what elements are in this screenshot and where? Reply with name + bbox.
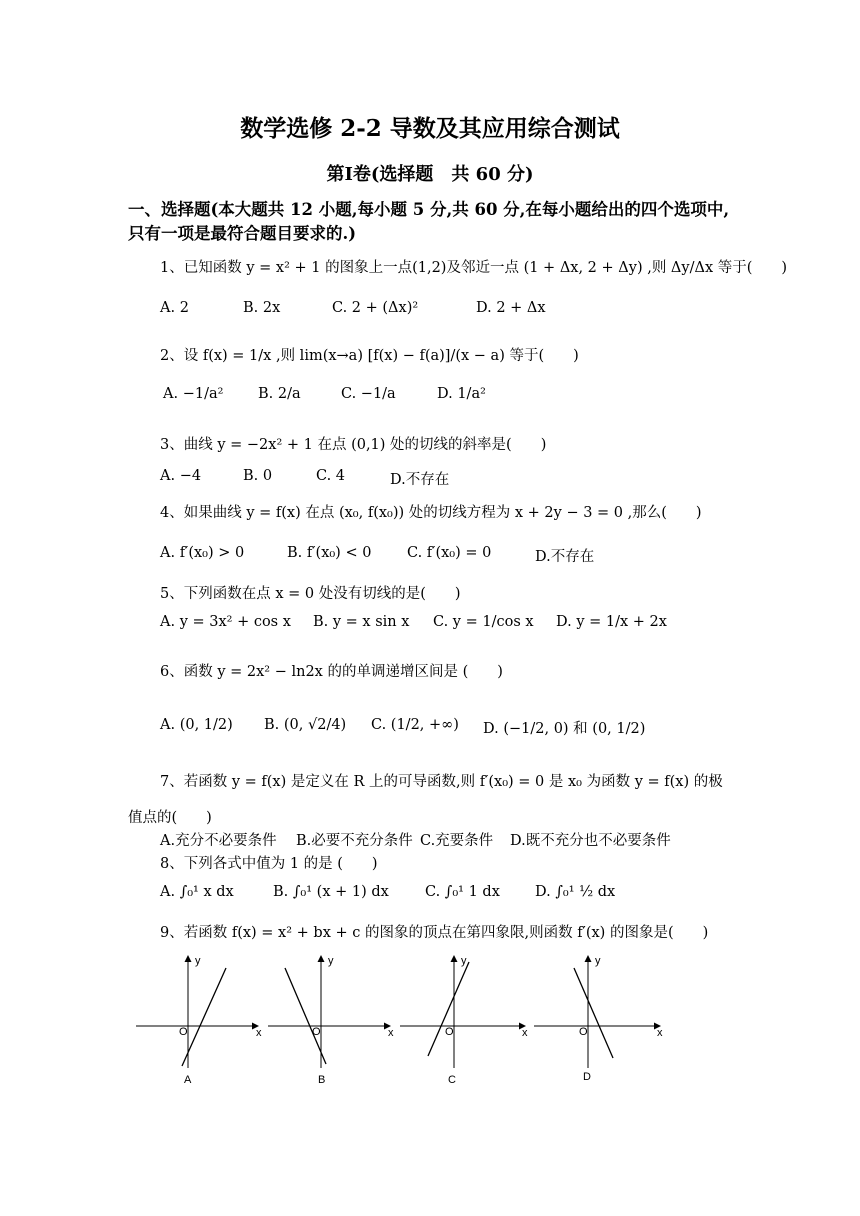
graph-b-x-label: x [388,1027,394,1039]
question-6: 6、函数 y = 2x² − ln2x 的的单调递增区间是 ( ) [160,664,503,680]
question-9: 9、若函数 f(x) = x² + bx + c 的图象的顶点在第四象限,则函数 f′(x) 的图象是( ) [160,925,709,941]
q6-option-c: C. (1/2, +∞) [371,717,459,733]
question-2: 2、设 f(x) = 1/x ,则 lim(x→a) [f(x) − f(a)]/(x − a) 等于( ) [160,348,579,364]
graph-a-y-label: y [195,955,201,967]
question-8: 8、下列各式中值为 1 的是 ( ) [160,856,378,872]
q4-option-c: C. f′(x₀) = 0 [407,545,492,561]
q6-option-d: D. (−1/2, 0) 和 (0, 1/2) [483,721,646,737]
q7-option-d: D.既不充分也不必要条件 [510,833,671,849]
q9-graphs [128,950,668,1090]
question-1: 1、已知函数 y = x² + 1 的图象上一点(1,2)及邻近一点 (1 + Δx, 2 + Δy) ,则 Δy/Δx 等于( ) [160,260,788,276]
q8-option-c: C. ∫₀¹ 1 dx [425,884,500,900]
q4-option-b: B. f′(x₀) < 0 [287,545,372,561]
graph-b-line [285,968,326,1064]
graph-a-caption: A [184,1074,192,1086]
section-heading-line1: 一、选择题(本大题共 12 小题,每小题 5 分,共 60 分,在每小题给出的四个选项中, [128,200,730,219]
graph-c-origin: O [445,1026,454,1038]
graph-b [268,955,394,1086]
graph-d [534,955,663,1083]
section-heading-line2: 只有一项是最符合题目要求的.) [128,224,357,243]
q1-option-a: A. 2 [160,300,189,316]
question-3: 3、曲线 y = −2x² + 1 在点 (0,1) 处的切线的斜率是( ) [160,437,547,453]
page-title: 数学选修 2-2 导数及其应用综合测试 [240,115,620,142]
q4-option-d: D.不存在 [535,549,595,565]
q3-option-c: C. 4 [316,468,346,484]
q4-option-a: A. f′(x₀) > 0 [160,545,245,561]
q5-option-a: A. y = 3x² + cos x [160,614,291,630]
graph-d-x-label: x [657,1027,663,1039]
q5-option-b: B. y = x sin x [313,614,410,630]
question-4: 4、如果曲线 y = f(x) 在点 (x₀, f(x₀)) 处的切线方程为 x + 2y − 3 = 0 ,那么( ) [160,505,702,521]
q3-option-b: B. 0 [243,468,273,484]
q2-option-c: C. −1/a [341,386,396,402]
q7-option-b: B.必要不充分条件 [296,833,413,849]
graph-a-origin: O [179,1026,188,1038]
graph-d-origin: O [579,1026,588,1038]
question-7-cont: 值点的( ) [128,810,212,826]
graph-c-y-label: y [461,955,467,967]
graph-a-x-label: x [256,1027,262,1039]
q2-option-d: D. 1/a² [437,386,486,402]
q1-option-d: D. 2 + Δx [476,300,546,316]
q1-option-c: C. 2 + (Δx)² [332,300,419,316]
q2-option-a: A. −1/a² [163,386,224,402]
graph-a [136,955,262,1086]
question-5: 5、下列函数在点 x = 0 处没有切线的是( ) [160,586,461,602]
q5-option-c: C. y = 1/cos x [433,614,534,630]
graph-d-line [574,968,613,1058]
q6-option-b: B. (0, √2/4) [264,717,347,733]
q6-option-a: A. (0, 1/2) [160,717,233,733]
graph-c-x-label: x [522,1027,528,1039]
q2-option-b: B. 2/a [258,386,301,402]
q7-option-c: C.充要条件 [420,833,494,849]
q8-option-b: B. ∫₀¹ (x + 1) dx [273,884,389,900]
graph-a-line [182,968,226,1066]
graph-b-y-label: y [328,955,334,967]
graph-c-line [428,962,469,1056]
q1-option-b: B. 2x [243,300,281,316]
graph-b-caption: B [318,1074,326,1086]
q5-option-d: D. y = 1/x + 2x [556,614,667,630]
graph-d-caption: D [583,1071,591,1083]
q8-option-a: A. ∫₀¹ x dx [160,884,234,900]
q3-option-a: A. −4 [160,468,202,484]
graph-c [400,955,528,1086]
graph-d-y-label: y [595,955,601,967]
question-7: 7、若函数 y = f(x) 是定义在 R 上的可导函数,则 f′(x₀) = 0 是 x₀ 为函数 y = f(x) 的极 [160,774,723,790]
q7-option-a: A.充分不必要条件 [160,833,277,849]
volume-heading: 第Ⅰ卷(选择题 共 60 分) [326,164,534,185]
graph-b-origin: O [312,1026,321,1038]
q8-option-d: D. ∫₀¹ ½ dx [535,884,616,900]
q3-option-d: D.不存在 [390,472,450,488]
graph-c-caption: C [448,1074,456,1086]
